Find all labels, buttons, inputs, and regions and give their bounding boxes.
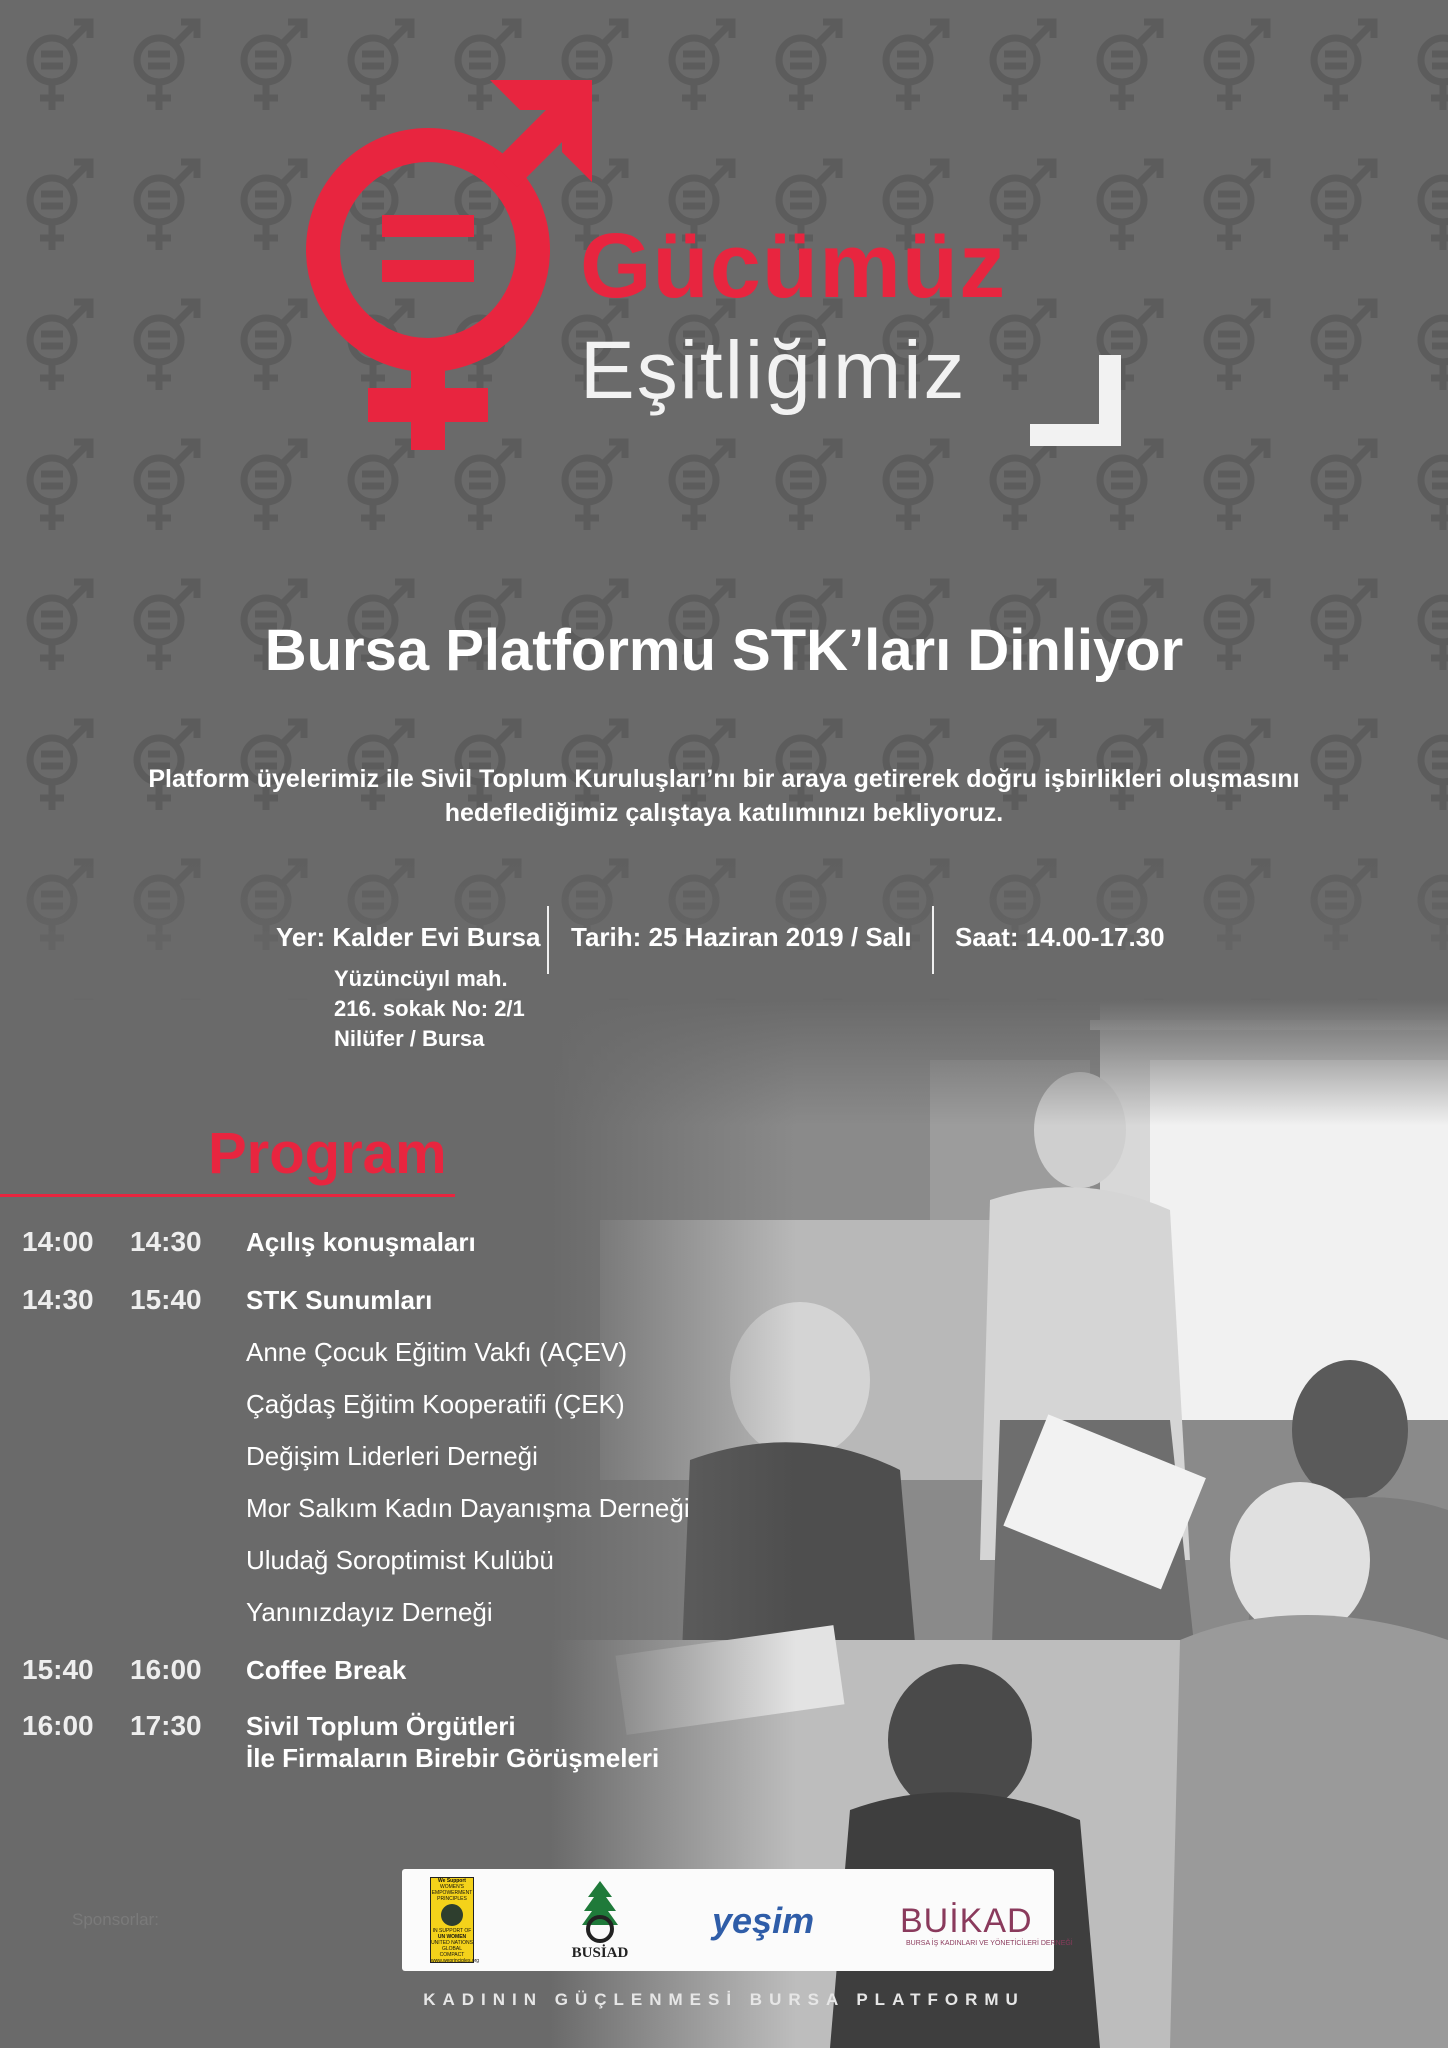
program-row: [22, 1654, 742, 1710]
footer-platform-name: KADININ GÜÇLENMESİ BURSA PLATFORMU: [423, 1990, 1025, 2009]
busiad-wordmark: BUSİAD: [571, 1945, 629, 1961]
program-underline: [0, 1194, 455, 1197]
program-item-title-line: Sivil Toplum Örgütleri: [246, 1711, 516, 1741]
info-divider: [547, 906, 549, 974]
program-start-time: 14:00: [22, 1226, 94, 1257]
program-item-title: Açılış konuşmaları: [246, 1227, 476, 1257]
program-end-time: 16:00: [130, 1654, 202, 1685]
intro-line-2: hedeflediğimiz çalıştaya katılımınızı bekliyoruz.: [444, 799, 1004, 827]
program-item-title-line: İle Firmaların Birebir Görüşmeleri: [246, 1743, 660, 1773]
program-start-time: 15:40: [22, 1654, 94, 1685]
info-divider: [932, 906, 934, 974]
stk-presenter: Yanınızdayız Derneği: [246, 1597, 493, 1627]
buikad-logo: BUİKAD: [900, 1902, 1033, 1940]
program-item-title: [246, 1710, 659, 1774]
venue-address: [334, 964, 525, 1054]
date-label: Tarih: 25 Haziran 2019 / Salı: [571, 922, 912, 952]
program-item-title: Coffee Break: [246, 1655, 407, 1685]
stk-presenter: Anne Çocuk Eğitim Vakfı (AÇEV): [246, 1337, 627, 1367]
yesim-logo: yeşim: [712, 1900, 815, 1941]
program-start-time: 16:00: [22, 1710, 94, 1741]
program-end-time: 17:30: [130, 1710, 202, 1741]
sponsors-label: Sponsorlar:: [72, 1910, 159, 1929]
program-heading: Program: [208, 1121, 447, 1186]
stk-presenter: Çağdaş Eğitim Kooperatifi (ÇEK): [246, 1389, 625, 1419]
program-list: [22, 1226, 742, 1774]
venue-label: Yer: Kalder Evi Bursa: [276, 922, 541, 952]
globe-icon: [441, 1904, 463, 1926]
logo-text-esitligimiz: Eşitliğimiz: [580, 325, 967, 416]
intro-text: [100, 762, 1348, 830]
program-item-title: STK Sunumları: [246, 1285, 433, 1315]
buikad-subtitle: BURSA İŞ KADINLARI VE YÖNETİCİLERİ DERNEĞİ: [906, 1940, 1073, 1947]
program-end-time: 15:40: [130, 1284, 202, 1315]
address-line: 216. sokak No: 2/1: [334, 996, 525, 1021]
weps-logo: We Support WOMEN'S EMPOWERMENT PRINCIPLES IN SUPPORT OF UN WOMEN UNITED NATIONS GLOBAL COMPACT www.weprinciples.org: [431, 1878, 480, 1964]
logo-text-gucumuz: Gücümüz: [580, 215, 1007, 317]
time-label: Saat: 14.00-17.30: [955, 922, 1165, 952]
stk-presenter: Değişim Liderleri Derneği: [246, 1441, 538, 1471]
intro-line-1: Platform üyelerimiz ile Sivil Toplum Kuruluşları’nı bir araya getirerek doğru işbirlikleri oluşmasını: [148, 765, 1300, 793]
program-row: [22, 1710, 742, 1774]
stk-presenter: Uludağ Soroptimist Kulübü: [246, 1545, 554, 1575]
program-start-time: 14:30: [22, 1284, 94, 1315]
event-title: Bursa Platformu STK’ları Dinliyor: [264, 618, 1184, 683]
stk-presenter: Mor Salkım Kadın Dayanışma Derneği: [246, 1493, 690, 1523]
address-line: Nilüfer / Bursa: [334, 1026, 485, 1051]
address-line: Yüzüncüyıl mah.: [334, 966, 508, 991]
corner-bracket-icon: [1030, 355, 1125, 450]
program-end-time: 14:30: [130, 1226, 202, 1257]
program-row: [22, 1284, 742, 1336]
busiad-logo: [560, 1877, 640, 1963]
program-row: [22, 1226, 742, 1284]
gender-equality-icon: [300, 80, 620, 460]
